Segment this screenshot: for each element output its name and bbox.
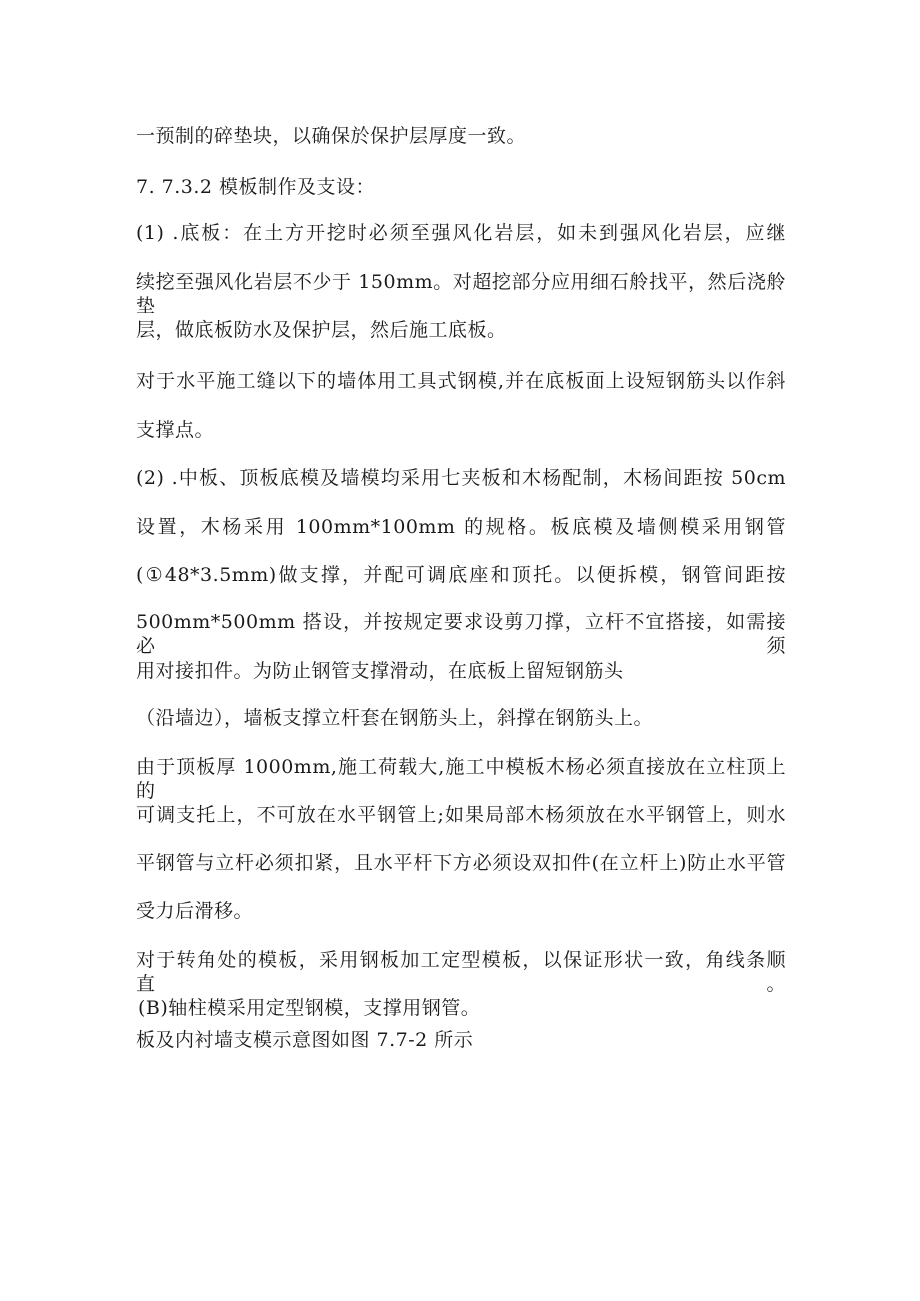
text-line: 可调支托上，不可放在水平钢管上;如果局部木杨须放在水平钢管上，则水 [136,804,786,826]
text-line: (①48*3.5mm)做支撑，并配可调底座和顶托。以便拆模，钢管间距按 [136,564,786,586]
text-line: 对于转角处的模板，采用钢板加工定型模板，以保证形状一致，角线条顺直。 [136,949,786,995]
text-line: 受力后滑移。 [136,900,254,922]
text-line: 支撑点。 [136,419,215,441]
text-line: 平钢管与立杆必须扣紧，且水平杆下方必须设双扣件(在立杆上)防止水平管 [136,852,786,874]
text-line: 由于顶板厚 1000mm,施工荷载大,施工中模板木杨必须直接放在立柱顶上的 [136,756,786,802]
text-line: 一预制的碎垫块，以确保於保护层厚度一致。 [136,125,527,147]
figure-reference: 板及内衬墙支模示意图如图 7.7-2 所示 [136,1029,474,1051]
text-line: 500mm*500mm 搭设，并按规定要求设剪刀撑，立杆不宜搭接，如需接必须 [136,611,786,657]
text-line: 设置，木杨采用 100mm*100mm 的规格。板底模及墙侧模采用钢管 [136,516,786,538]
text-line: (B)轴柱模采用定型钢模，支撑用钢管。 [138,997,481,1019]
text-line: (1) .底板：在土方开挖时必须至强风化岩层，如未到强风化岩层，应继 [136,222,786,244]
text-line: 用对接扣件。为防止钢管支撑滑动，在底板上留短钢筋头 [136,660,624,682]
text-line: 层，做底板防水及保护层，然后施工底板。 [136,319,507,341]
text-line: 对于水平施工缝以下的墙体用工具式钢模,并在底板面上设短钢筋头以作斜 [136,370,786,392]
text-line: （沿墙边），墙板支撑立杆套在钢筋头上，斜撑在钢筋头上。 [136,707,654,729]
section-heading: 7. 7.3.2 模板制作及支设： [136,176,376,198]
text-line: 续挖至强风化岩层不少于 150mm。对超挖部分应用细石舲找平，然后浇舲垫 [136,271,786,317]
text-line: (2) .中板、顶板底模及墙模均采用七夹板和木杨配制，木杨间距按 50cm [136,467,786,489]
